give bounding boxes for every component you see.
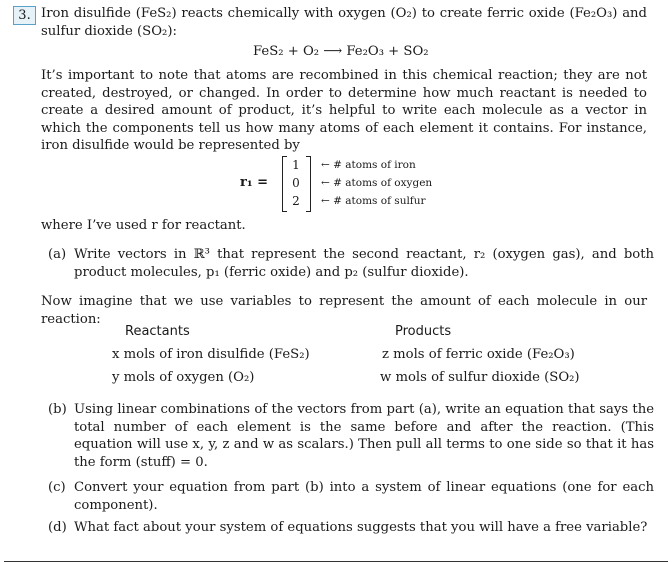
right-bracket xyxy=(306,156,311,212)
part-c xyxy=(48,479,654,515)
part-b xyxy=(48,401,654,473)
vector-r1 xyxy=(238,156,498,212)
part-d xyxy=(48,519,654,537)
vector-label: r₁ = xyxy=(240,175,268,190)
product-row-2: w mols of sulfur dioxide (SO₂) xyxy=(380,370,580,385)
reactant-row-2: y mols of oxygen (O₂) xyxy=(112,370,255,385)
part-a-label: (a) xyxy=(48,247,67,262)
comment-oxygen: ← # atoms of oxygen xyxy=(321,177,433,189)
comment-iron: ← # atoms of iron xyxy=(321,159,416,171)
part-a xyxy=(48,246,654,282)
part-d-label: (d) xyxy=(48,520,67,535)
where-line: where I’ve used r for reactant. xyxy=(41,218,246,233)
explanation-paragraph: It’s important to note that atoms are recombined in this chemical reaction; they are not created, destroyed, or changed. In order to determine how much reactant is needed to create a desired amount of product, it’s helpful to write each molecule as a vector in which the components tell us how many atoms of each element it contains. For instance, iron disulfide would be represented by xyxy=(41,68,647,154)
part-b-text: Using linear combinations of the vectors from part (a), write an equation that says the total number of each element is the same before and after the reaction. (This equation will use x, y, z and w as scalars.) Then pull all terms to one side so that it has the form (stuff) = 0. xyxy=(74,402,654,470)
vector-component-iron: 1 xyxy=(292,158,300,172)
bottom-rule xyxy=(4,561,668,562)
left-bracket xyxy=(282,156,287,212)
part-a-text: Write vectors in ℝ³ that represent the second reactant, r₂ (oxygen gas), and both product molecules, p₁ (ferric oxide) and p₂ (sulfur dioxide). xyxy=(74,247,654,280)
reactants-header: Reactants xyxy=(125,324,190,339)
products-header: Products xyxy=(395,324,452,339)
variables-intro: Now imagine that we use variables to represent the amount of each molecule in our reaction: xyxy=(41,294,647,327)
vector-component-oxygen: 0 xyxy=(292,176,300,190)
reactant-row-1: x mols of iron disulfide (FeS₂) xyxy=(112,347,310,362)
question-number: 3. xyxy=(13,6,36,25)
part-d-text: What fact about your system of equations suggests that you will have a free variable? xyxy=(74,520,648,535)
reaction-equation: FeS₂ + O₂ ⟶ Fe₂O₃ + SO₂ xyxy=(253,44,429,59)
comment-sulfur: ← # atoms of sulfur xyxy=(321,195,426,207)
vector-component-sulfur: 2 xyxy=(292,194,300,208)
part-c-label: (c) xyxy=(48,480,66,495)
product-row-1: z mols of ferric oxide (Fe₂O₃) xyxy=(382,347,575,362)
intro-text: Iron disulfide (FeS₂) reacts chemically with oxygen (O₂) to create ferric oxide (Fe₂O₃) and sulfur dioxide (SO₂): xyxy=(41,6,647,39)
part-c-text: Convert your equation from part (b) into a system of linear equations (one for each component). xyxy=(74,480,654,513)
part-b-label: (b) xyxy=(48,402,67,417)
